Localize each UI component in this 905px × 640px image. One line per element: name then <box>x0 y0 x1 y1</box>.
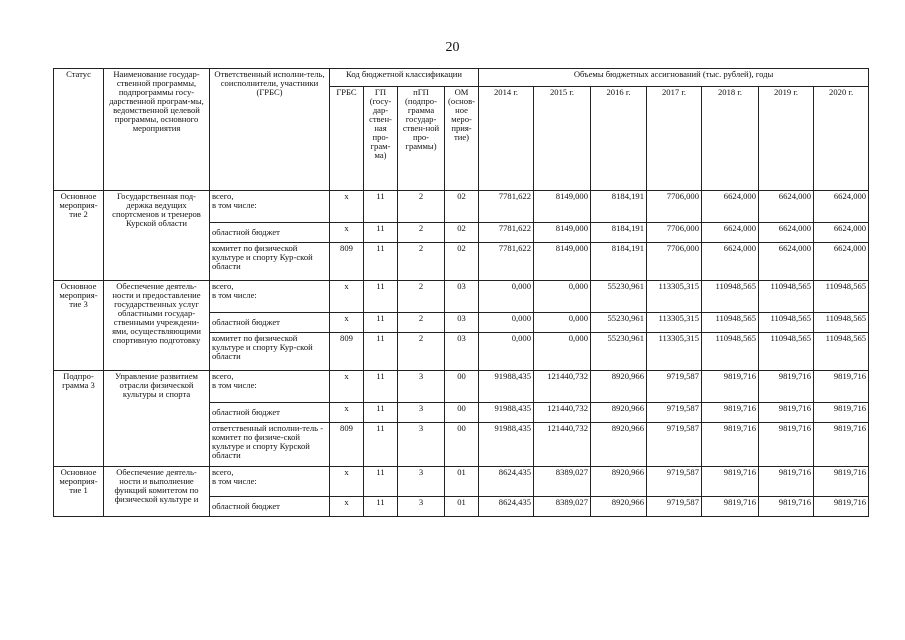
grbs-cell: х <box>330 497 364 517</box>
gp-cell: 11 <box>364 191 398 223</box>
value-cell: 0,000 <box>479 313 534 333</box>
value-cell: 9819,716 <box>759 497 814 517</box>
pgp-cell: 3 <box>398 467 445 497</box>
value-cell: 7781,622 <box>479 223 534 243</box>
executor-cell: областной бюджет <box>210 403 330 423</box>
om-cell: 00 <box>445 403 479 423</box>
value-cell: 110948,565 <box>814 333 869 371</box>
value-cell: 6624,000 <box>759 243 814 281</box>
executor-cell: всего, в том числе: <box>210 191 330 223</box>
value-cell: 9819,716 <box>814 423 869 467</box>
value-cell: 9819,716 <box>759 371 814 403</box>
gp-cell: 11 <box>364 371 398 403</box>
pgp-cell: 3 <box>398 371 445 403</box>
value-cell: 121440,732 <box>534 371 591 403</box>
value-cell: 121440,732 <box>534 423 591 467</box>
value-cell: 55230,961 <box>591 333 647 371</box>
value-cell: 55230,961 <box>591 313 647 333</box>
value-cell: 8389,027 <box>534 497 591 517</box>
pgp-cell: 3 <box>398 403 445 423</box>
value-cell: 8184,191 <box>591 243 647 281</box>
executor-cell: комитет по физической культуре и спорту Кур-ской области <box>210 333 330 371</box>
grbs-cell: 809 <box>330 423 364 467</box>
pgp-cell: 2 <box>398 313 445 333</box>
value-cell: 110948,565 <box>759 313 814 333</box>
grbs-cell: х <box>330 403 364 423</box>
value-cell: 113305,315 <box>647 333 702 371</box>
value-cell: 9819,716 <box>814 467 869 497</box>
value-cell: 7781,622 <box>479 191 534 223</box>
value-cell: 8920,966 <box>591 371 647 403</box>
gp-cell: 11 <box>364 403 398 423</box>
header-year: 2018 г. <box>702 87 759 191</box>
value-cell: 6624,000 <box>814 223 869 243</box>
value-cell: 9819,716 <box>702 371 759 403</box>
gp-cell: 11 <box>364 243 398 281</box>
gp-cell: 11 <box>364 281 398 313</box>
grbs-cell: 809 <box>330 243 364 281</box>
table-row <box>54 191 869 223</box>
value-cell: 121440,732 <box>534 403 591 423</box>
grbs-cell: х <box>330 191 364 223</box>
header-grbs: ГРБС <box>330 87 364 191</box>
pgp-cell: 3 <box>398 423 445 467</box>
gp-cell: 11 <box>364 333 398 371</box>
executor-cell: областной бюджет <box>210 223 330 243</box>
header-year: 2017 г. <box>647 87 702 191</box>
executor-cell: комитет по физической культуре и спорту Кур-ской области <box>210 243 330 281</box>
table-row <box>54 467 869 497</box>
value-cell: 110948,565 <box>814 281 869 313</box>
value-cell: 6624,000 <box>702 223 759 243</box>
pgp-cell: 2 <box>398 281 445 313</box>
value-cell: 113305,315 <box>647 281 702 313</box>
value-cell: 7781,622 <box>479 243 534 281</box>
value-cell: 6624,000 <box>814 243 869 281</box>
value-cell: 55230,961 <box>591 281 647 313</box>
value-cell: 6624,000 <box>759 223 814 243</box>
value-cell: 6624,000 <box>814 191 869 223</box>
value-cell: 0,000 <box>479 333 534 371</box>
value-cell: 8920,966 <box>591 497 647 517</box>
pgp-cell: 2 <box>398 243 445 281</box>
name-cell: Государственная под-держка ведущих спортсменов и тренеров Курской области <box>104 191 210 281</box>
grbs-cell: х <box>330 313 364 333</box>
value-cell: 8920,966 <box>591 467 647 497</box>
value-cell: 110948,565 <box>759 281 814 313</box>
om-cell: 03 <box>445 333 479 371</box>
gp-cell: 11 <box>364 497 398 517</box>
om-cell: 01 <box>445 497 479 517</box>
status-cell: Основное мероприя-тие 2 <box>54 191 104 281</box>
value-cell: 8184,191 <box>591 191 647 223</box>
pgp-cell: 2 <box>398 333 445 371</box>
value-cell: 8184,191 <box>591 223 647 243</box>
grbs-cell: х <box>330 223 364 243</box>
status-cell: Подпро-грамма 3 <box>54 371 104 467</box>
status-cell: Основное мероприя-тие 3 <box>54 281 104 371</box>
value-cell: 113305,315 <box>647 313 702 333</box>
value-cell: 0,000 <box>534 333 591 371</box>
pgp-cell: 3 <box>398 497 445 517</box>
value-cell: 110948,565 <box>702 333 759 371</box>
executor-cell: областной бюджет <box>210 497 330 517</box>
om-cell: 03 <box>445 313 479 333</box>
om-cell: 02 <box>445 223 479 243</box>
header-year: 2014 г. <box>479 87 534 191</box>
om-cell: 00 <box>445 371 479 403</box>
value-cell: 9819,716 <box>814 403 869 423</box>
page-number: 20 <box>445 40 460 55</box>
value-cell: 8920,966 <box>591 403 647 423</box>
executor-cell: всего, в том числе: <box>210 281 330 313</box>
budget-allocation-table <box>53 68 869 517</box>
value-cell: 9719,587 <box>647 467 702 497</box>
value-cell: 9719,587 <box>647 371 702 403</box>
om-cell: 01 <box>445 467 479 497</box>
value-cell: 9719,587 <box>647 497 702 517</box>
value-cell: 8149,000 <box>534 223 591 243</box>
grbs-cell: х <box>330 371 364 403</box>
value-cell: 9819,716 <box>702 403 759 423</box>
status-cell: Основное мероприя-тие 1 <box>54 467 104 517</box>
header-year: 2019 г. <box>759 87 814 191</box>
value-cell: 0,000 <box>534 281 591 313</box>
value-cell: 6624,000 <box>759 191 814 223</box>
gp-cell: 11 <box>364 423 398 467</box>
om-cell: 02 <box>445 243 479 281</box>
value-cell: 9719,587 <box>647 423 702 467</box>
value-cell: 7706,000 <box>647 243 702 281</box>
table-body <box>54 191 869 517</box>
grbs-cell: х <box>330 281 364 313</box>
value-cell: 7706,000 <box>647 191 702 223</box>
header-om: ОМ (основ-ное меро-прия-тие) <box>445 87 479 191</box>
value-cell: 0,000 <box>479 281 534 313</box>
value-cell: 8624,435 <box>479 497 534 517</box>
value-cell: 9819,716 <box>702 423 759 467</box>
value-cell: 110948,565 <box>702 313 759 333</box>
header-name: Наименование государ-ственной программы, подпрограммы госу-дарственной програм-мы, ведомственной целевой программы, основного мероприятия <box>104 69 210 191</box>
executor-cell: областной бюджет <box>210 313 330 333</box>
value-cell: 8389,027 <box>534 467 591 497</box>
value-cell: 91988,435 <box>479 371 534 403</box>
value-cell: 110948,565 <box>814 313 869 333</box>
value-cell: 9819,716 <box>814 371 869 403</box>
value-cell: 91988,435 <box>479 403 534 423</box>
value-cell: 110948,565 <box>759 333 814 371</box>
header-year: 2020 г. <box>814 87 869 191</box>
value-cell: 8149,000 <box>534 243 591 281</box>
value-cell: 8149,000 <box>534 191 591 223</box>
executor-cell: всего, в том числе: <box>210 467 330 497</box>
value-cell: 8920,966 <box>591 423 647 467</box>
gp-cell: 11 <box>364 223 398 243</box>
header-year: 2016 г. <box>591 87 647 191</box>
table-row <box>54 371 869 403</box>
value-cell: 9819,716 <box>814 497 869 517</box>
value-cell: 9819,716 <box>759 403 814 423</box>
table-row <box>54 281 869 313</box>
value-cell: 0,000 <box>534 313 591 333</box>
header-budget-code: Код бюджетной классификации <box>330 69 479 87</box>
om-cell: 02 <box>445 191 479 223</box>
header-pgp: пГП (подпро-грамма государ-ствен-ной про-граммы) <box>398 87 445 191</box>
gp-cell: 11 <box>364 313 398 333</box>
name-cell: Управление развитием отрасли физической культуры и спорта <box>104 371 210 467</box>
pgp-cell: 2 <box>398 191 445 223</box>
value-cell: 9819,716 <box>759 467 814 497</box>
pgp-cell: 2 <box>398 223 445 243</box>
value-cell: 7706,000 <box>647 223 702 243</box>
value-cell: 8624,435 <box>479 467 534 497</box>
value-cell: 9819,716 <box>702 467 759 497</box>
header-volumes: Объемы бюджетных ассигнований (тыс. рублей), годы <box>479 69 869 87</box>
value-cell: 9819,716 <box>759 423 814 467</box>
value-cell: 91988,435 <box>479 423 534 467</box>
header-status: Статус <box>54 69 104 191</box>
grbs-cell: х <box>330 467 364 497</box>
header-executor: Ответственный исполни-тель, соисполнители, участники (ГРБС) <box>210 69 330 191</box>
om-cell: 03 <box>445 281 479 313</box>
table-header <box>54 69 869 191</box>
executor-cell: ответственный исполни-тель - комитет по физиче-ской культуре и спорту Курской области <box>210 423 330 467</box>
value-cell: 110948,565 <box>702 281 759 313</box>
gp-cell: 11 <box>364 467 398 497</box>
value-cell: 6624,000 <box>702 243 759 281</box>
header-gp: ГП (госу-дар-ствен-ная про-грам-ма) <box>364 87 398 191</box>
executor-cell: всего, в том числе: <box>210 371 330 403</box>
value-cell: 9819,716 <box>702 497 759 517</box>
name-cell: Обеспечение деятель-ности и предоставление государственных услуг областными государ-ственными учреждени-ями, осуществляющими спортивную подготовку <box>104 281 210 371</box>
value-cell: 9719,587 <box>647 403 702 423</box>
name-cell: Обеспечение деятель-ности и выполнение функций комитетом по физической культуре и <box>104 467 210 517</box>
value-cell: 6624,000 <box>702 191 759 223</box>
om-cell: 00 <box>445 423 479 467</box>
header-year: 2015 г. <box>534 87 591 191</box>
grbs-cell: 809 <box>330 333 364 371</box>
